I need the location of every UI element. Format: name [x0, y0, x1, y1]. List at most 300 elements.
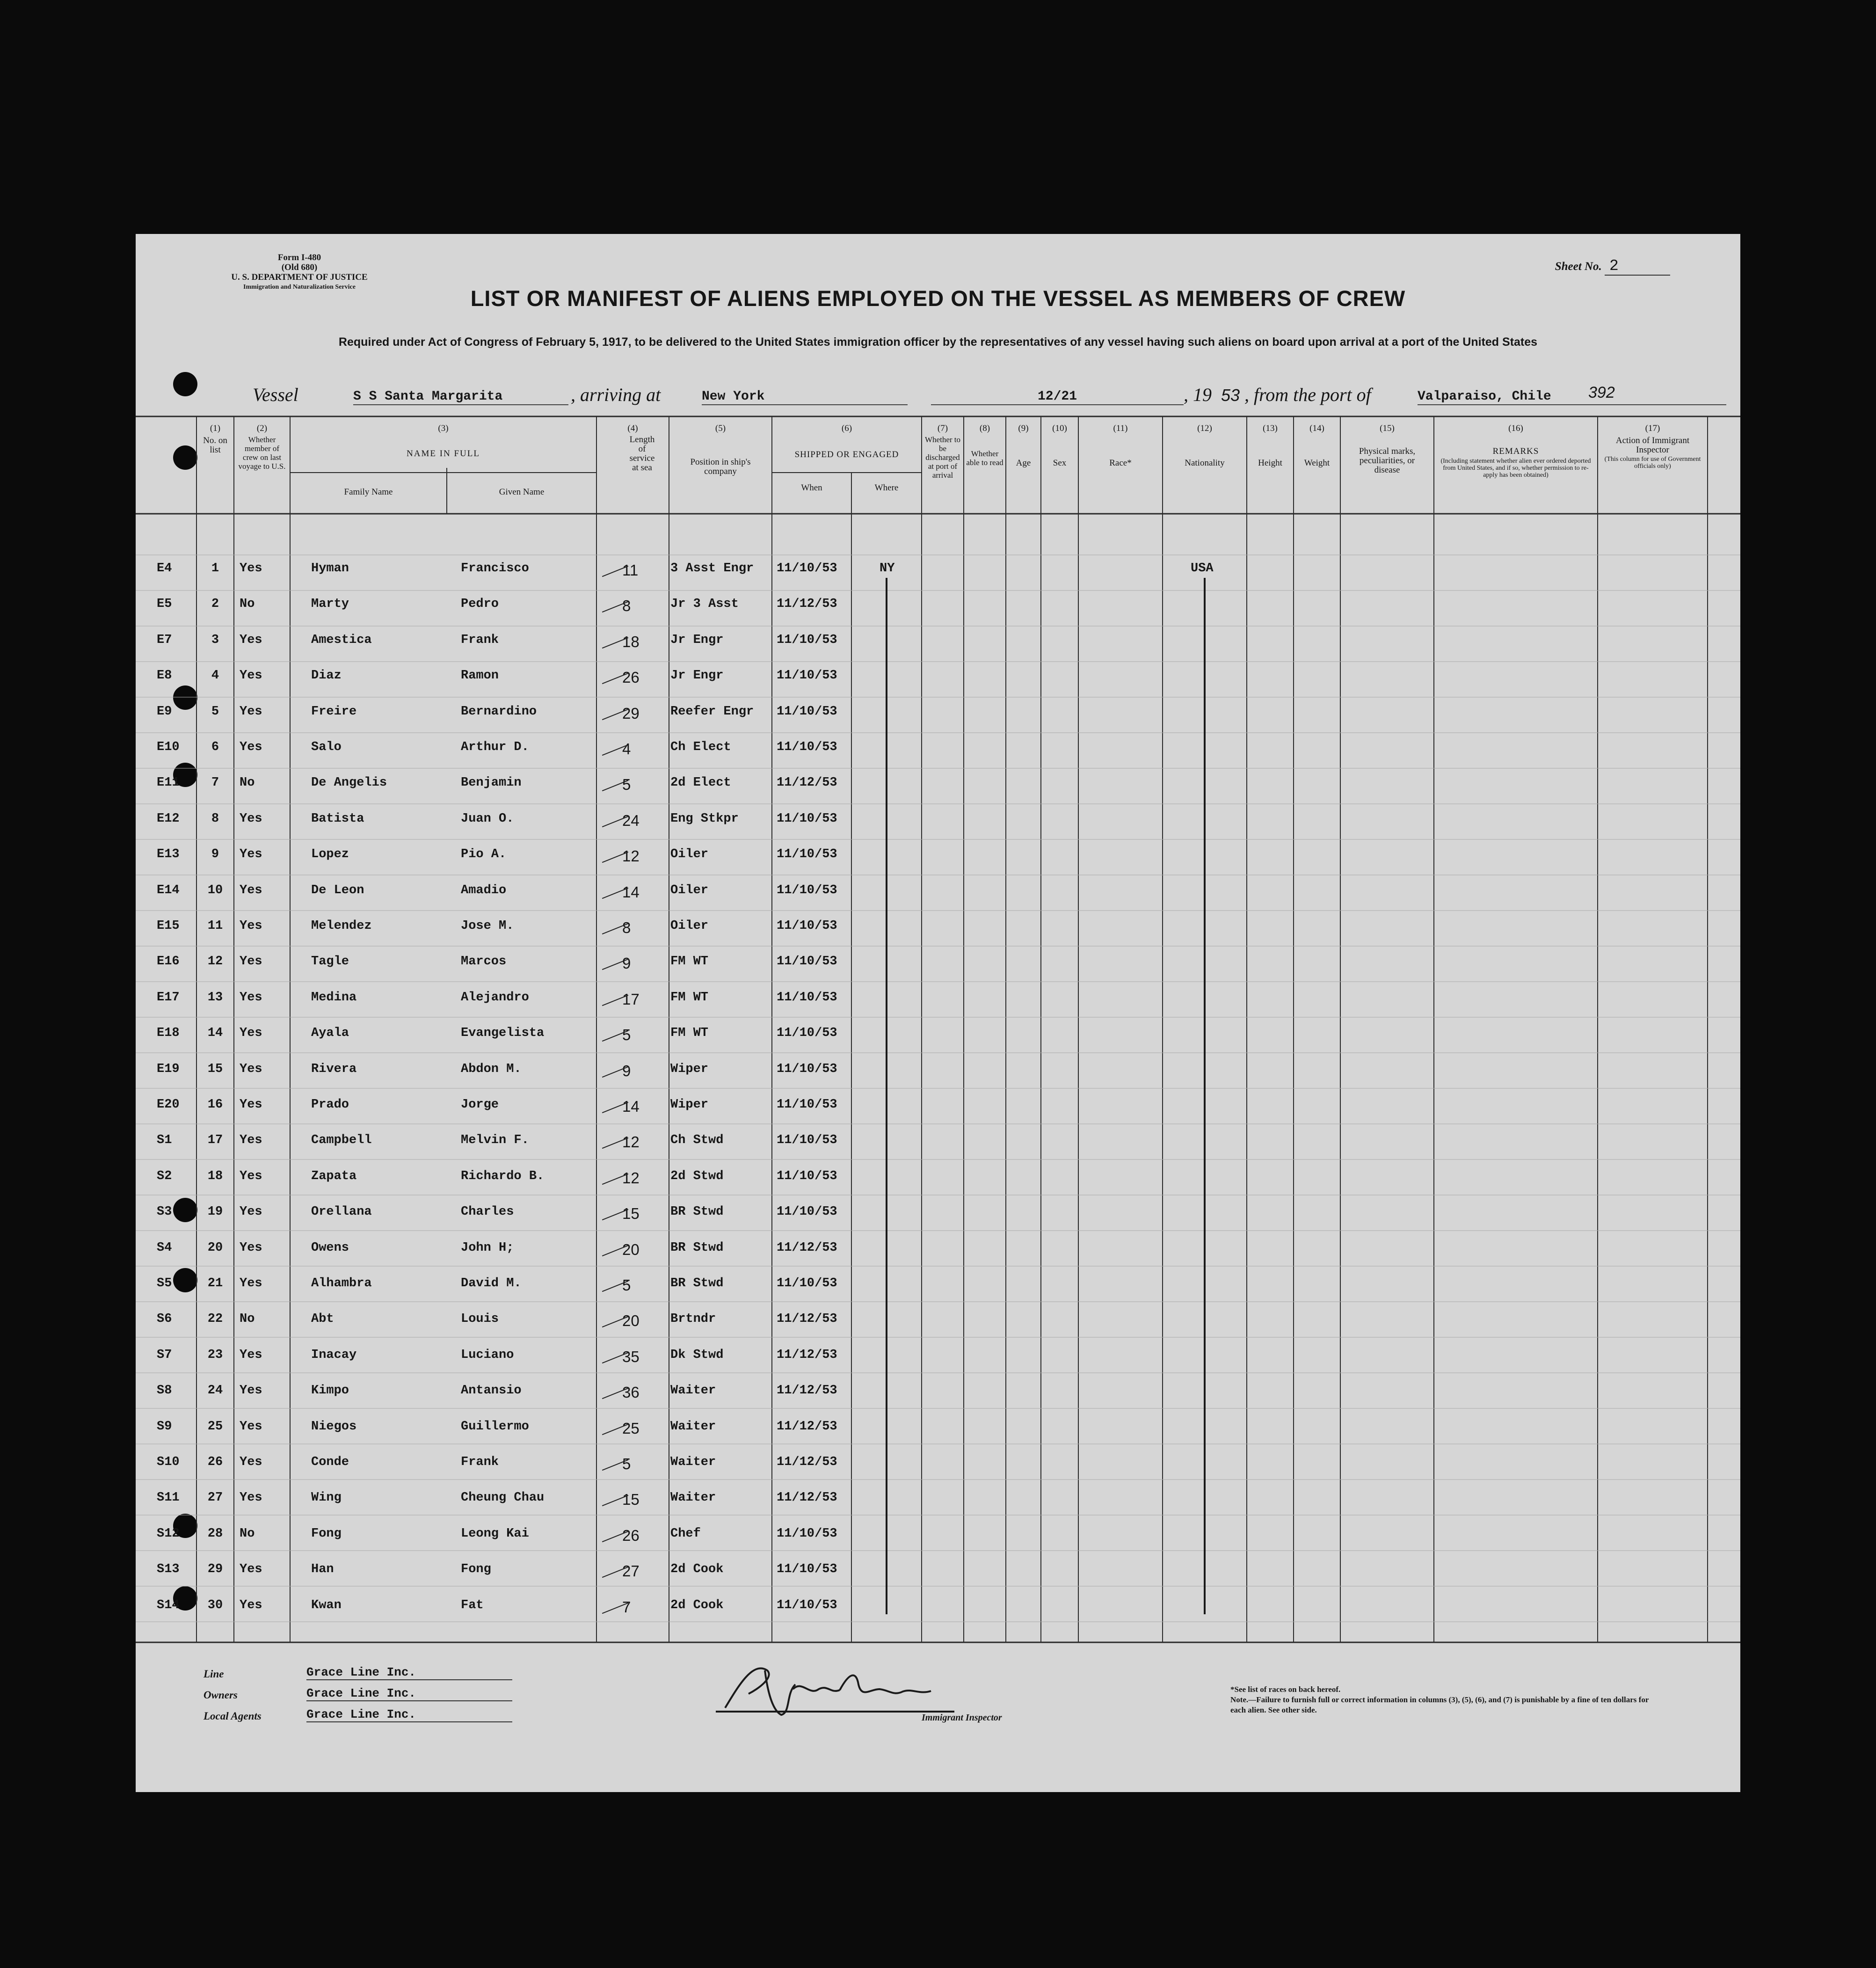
position: 2d Cook [670, 1562, 724, 1577]
list-number: 22 [207, 1312, 223, 1327]
service-length: 5 [622, 1026, 631, 1044]
footer-owners-label: Owners [204, 1689, 238, 1701]
shipped-when: 11/10/53 [777, 1133, 837, 1148]
service-length: 12 [622, 847, 640, 865]
crew-code: S3 [157, 1205, 172, 1219]
col-13-header: Height [1258, 458, 1282, 468]
col-15-number: (15) [1380, 423, 1395, 433]
col-6-when-header: When [801, 483, 822, 493]
list-number: 13 [207, 990, 223, 1005]
position: Oiler [670, 847, 709, 862]
family-name: Wing [311, 1491, 342, 1505]
inspector-signature [711, 1656, 954, 1722]
position: BR Stwd [670, 1240, 724, 1255]
given-name: Melvin F. [461, 1133, 529, 1148]
form-service: Immigration and Naturalization Service [243, 284, 356, 291]
col-17-number: (17) [1645, 423, 1660, 433]
family-name: Han [311, 1562, 334, 1577]
crew-code: S10 [157, 1455, 180, 1469]
list-number: 27 [207, 1491, 223, 1505]
crew-code: S13 [157, 1562, 180, 1577]
position: Jr Engr [670, 669, 724, 683]
position: Jr Engr [670, 633, 724, 647]
list-number: 14 [207, 1026, 223, 1041]
list-number: 9 [211, 847, 219, 862]
service-length: 20 [622, 1240, 640, 1258]
last-voyage: Yes [240, 1169, 262, 1183]
position: Waiter [670, 1491, 716, 1505]
col-14-header: Weight [1304, 458, 1330, 468]
col-5-header: Position in ship's company [690, 457, 751, 476]
shipped-when: 11/10/53 [777, 883, 837, 897]
family-name: Lopez [311, 847, 349, 862]
table-row [136, 812, 1740, 847]
given-name: Frank [461, 633, 499, 647]
col-2-number: (2) [256, 423, 268, 433]
service-length: 35 [622, 1348, 640, 1365]
shipped-when: 11/12/53 [777, 1455, 837, 1469]
given-name: Amadio [461, 883, 507, 897]
col-6-where-header: Where [874, 483, 899, 493]
last-voyage: Yes [240, 633, 262, 647]
list-number: 10 [207, 883, 223, 897]
shipped-when: 11/10/53 [777, 1098, 837, 1112]
table-row [136, 597, 1740, 633]
service-length: 15 [622, 1491, 640, 1509]
shipped-when: 11/12/53 [777, 597, 837, 612]
service-length: 26 [622, 669, 640, 686]
position: Brtndr [670, 1312, 716, 1327]
given-name: Pio A. [461, 847, 507, 862]
position: FM WT [670, 1026, 709, 1041]
table-row [136, 1420, 1740, 1455]
table-row [136, 1026, 1740, 1062]
last-voyage: No [240, 597, 255, 612]
given-name: Guillermo [461, 1419, 529, 1434]
col-3-given-header: Given Name [499, 487, 545, 497]
table-row [136, 1527, 1740, 1562]
given-name: Fat [461, 1598, 484, 1612]
shipped-when: 11/10/53 [777, 990, 837, 1005]
shipped-when: 11/12/53 [777, 1348, 837, 1362]
table-row [136, 776, 1740, 811]
col-3-number: (3) [438, 423, 449, 433]
crew-code: E7 [157, 633, 172, 647]
given-name: Alejandro [461, 990, 529, 1005]
table-row [136, 847, 1740, 883]
last-voyage: Yes [240, 811, 262, 826]
table-row [136, 1491, 1740, 1526]
shipped-when: 11/12/53 [777, 776, 837, 790]
position: Ch Stwd [670, 1133, 724, 1148]
table-row [136, 991, 1740, 1026]
col-15-header: Physical marks, peculiarities, or disease [1359, 446, 1416, 475]
service-length: 9 [622, 1062, 631, 1079]
service-length: 9 [622, 955, 631, 972]
last-voyage: Yes [240, 1348, 262, 1362]
given-name: Jorge [461, 1098, 499, 1112]
last-voyage: Yes [240, 740, 262, 754]
from-port: Valparaiso, Chile [1418, 389, 1726, 405]
col-6-header: SHIPPED OR ENGAGED [794, 450, 899, 459]
list-number: 29 [207, 1562, 223, 1577]
manifest-sheet [136, 234, 1740, 1792]
given-name: Bernardino [461, 704, 537, 719]
col-4-number: (4) [627, 423, 638, 433]
form-number: Form I-480 [277, 253, 321, 262]
table-row [136, 1133, 1740, 1169]
family-name: Prado [311, 1098, 349, 1112]
position: Wiper [670, 1062, 709, 1076]
footer-agents-value: Grace Line Inc. [306, 1707, 512, 1722]
given-name: Benjamin [461, 776, 522, 790]
col-7-header: Whether to be discharged at port of arrival [925, 435, 960, 480]
crew-code: E9 [157, 704, 172, 719]
last-voyage: No [240, 1526, 255, 1541]
crew-code: E20 [157, 1098, 180, 1112]
position: Jr 3 Asst [670, 597, 739, 612]
col-17-header: Action of Immigrant Inspector [1615, 436, 1690, 455]
col-1-number: (1) [210, 423, 221, 433]
last-voyage: Yes [240, 1205, 262, 1219]
col-16-note: (Including statement whether alien ever ordered deported from United States, and if so, whether permission to re-apply has been obtained) [1440, 458, 1591, 479]
footer-agents-label: Local Agents [204, 1710, 262, 1722]
given-name: Richardo B. [461, 1169, 545, 1183]
list-number: 2 [211, 597, 219, 612]
crew-code: E12 [157, 811, 180, 826]
list-number: 18 [207, 1169, 223, 1183]
position: Ch Elect [670, 740, 731, 754]
crew-code: S12 [157, 1526, 180, 1541]
crew-code: E19 [157, 1062, 180, 1076]
col-2-header: Whether member of crew on last voyage to U.S. [238, 435, 286, 471]
list-number: 12 [207, 955, 223, 969]
last-voyage: Yes [240, 1062, 262, 1076]
table-row [136, 669, 1740, 704]
col-9-number: (9) [1018, 423, 1029, 433]
given-name: Cheung Chau [461, 1491, 545, 1505]
given-name: Pedro [461, 597, 499, 612]
position: BR Stwd [670, 1276, 724, 1290]
shipped-when: 11/12/53 [777, 1491, 837, 1505]
family-name: Zapata [311, 1169, 357, 1183]
shipped-when: 11/12/53 [777, 1240, 837, 1255]
position: FM WT [670, 990, 709, 1005]
table-row [136, 1241, 1740, 1276]
col-14-number: (14) [1309, 423, 1324, 433]
service-length: 12 [622, 1133, 640, 1151]
list-number: 23 [207, 1348, 223, 1362]
list-number: 28 [207, 1526, 223, 1541]
table-row [136, 1384, 1740, 1419]
col-11-header: Race* [1109, 458, 1132, 468]
family-name: Campbell [311, 1133, 372, 1148]
family-name: Kimpo [311, 1384, 349, 1398]
col-5-number: (5) [715, 423, 726, 433]
last-voyage: Yes [240, 1598, 262, 1612]
list-number: 25 [207, 1419, 223, 1434]
table-row [136, 1348, 1740, 1384]
family-name: Owens [311, 1240, 349, 1255]
col-17-note: (This column for use of Government officials only) [1604, 456, 1701, 470]
shipped-when: 11/10/53 [777, 669, 837, 683]
last-voyage: Yes [240, 955, 262, 969]
crew-code: S11 [157, 1491, 180, 1505]
service-length: 27 [622, 1562, 640, 1580]
shipped-where: NY [880, 561, 895, 576]
crew-code: E16 [157, 955, 180, 969]
last-voyage: Yes [240, 919, 262, 933]
shipped-when: 11/10/53 [777, 633, 837, 647]
list-number: 17 [207, 1133, 223, 1148]
list-number: 6 [211, 740, 219, 754]
shipped-when: 11/10/53 [777, 919, 837, 933]
document-title: LIST OR MANIFEST OF ALIENS EMPLOYED ON THE VESSEL AS MEMBERS OF CREW [470, 286, 1406, 311]
position: Wiper [670, 1098, 709, 1112]
col-10-number: (10) [1052, 423, 1067, 433]
list-number: 19 [207, 1205, 223, 1219]
given-name: David M. [461, 1276, 522, 1290]
list-number: 11 [207, 919, 223, 933]
given-name: Jose M. [461, 919, 514, 933]
crew-code: E15 [157, 919, 180, 933]
crew-code: E14 [157, 883, 180, 897]
footer-owners-value: Grace Line Inc. [306, 1686, 512, 1701]
arrival-port: New York [702, 389, 908, 405]
last-voyage: No [240, 1312, 255, 1327]
document-subtitle: Required under Act of Congress of February 5, 1917, to be delivered to the United States immigration officer by the representatives of any vessel having such aliens on board upon arrival at a port of the United States [338, 335, 1538, 349]
crew-code: S2 [157, 1169, 172, 1183]
footer-agents [204, 1707, 416, 1722]
shipped-when: 11/10/53 [777, 1598, 837, 1612]
list-number: 24 [207, 1384, 223, 1398]
service-length: 20 [622, 1312, 640, 1330]
table-row [136, 1312, 1740, 1348]
col-4-header: Length of service at sea [629, 435, 655, 473]
list-number: 7 [211, 776, 219, 790]
list-number: 20 [207, 1240, 223, 1255]
given-name: Evangelista [461, 1026, 545, 1041]
sheet-number-value: 2 [1605, 257, 1670, 276]
last-voyage: Yes [240, 561, 262, 576]
col-13-number: (13) [1263, 423, 1278, 433]
col-3-family-header: Family Name [344, 487, 393, 497]
service-length: 5 [622, 776, 631, 794]
list-number: 15 [207, 1062, 223, 1076]
vessel-label: Vessel [253, 384, 298, 405]
service-length: 8 [622, 597, 631, 615]
family-name: Alhambra [311, 1276, 372, 1290]
given-name: Francisco [461, 561, 529, 576]
crew-code: S7 [157, 1348, 172, 1362]
shipped-when: 11/12/53 [777, 1312, 837, 1327]
shipped-when: 11/10/53 [777, 1026, 837, 1041]
given-name: Charles [461, 1205, 514, 1219]
family-name: Marty [311, 597, 349, 612]
col-1-header: No. on list [203, 436, 227, 455]
service-length: 8 [622, 919, 631, 936]
family-name: Tagle [311, 955, 349, 969]
last-voyage: Yes [240, 1455, 262, 1469]
service-length: 14 [622, 883, 640, 901]
crew-code: E18 [157, 1026, 180, 1041]
col-9-header: Age [1016, 458, 1031, 468]
list-number: 5 [211, 704, 219, 719]
position: FM WT [670, 955, 709, 969]
service-length: 7 [622, 1598, 631, 1616]
col-16-number: (16) [1508, 423, 1523, 433]
service-length: 5 [622, 1455, 631, 1472]
list-number: 8 [211, 811, 219, 826]
list-number: 16 [207, 1098, 223, 1112]
footer-owners [204, 1686, 416, 1701]
service-length: 11 [622, 561, 639, 579]
col-12-number: (12) [1197, 423, 1212, 433]
position: Eng Stkpr [670, 811, 739, 826]
family-name: Niegos [311, 1419, 357, 1434]
table-row [136, 919, 1740, 955]
arrival-year: 53 [1221, 386, 1240, 405]
service-length: 4 [622, 740, 631, 758]
year-prefix: , 19 [1184, 384, 1212, 405]
form-old-number: (Old 680) [281, 262, 318, 272]
shipped-when: 11/10/53 [777, 1276, 837, 1290]
crew-code: S5 [157, 1276, 172, 1290]
shipped-when: 11/12/53 [777, 1384, 837, 1398]
col-16-header: REMARKS [1492, 446, 1539, 456]
family-name: De Leon [311, 883, 364, 897]
col-6-number: (6) [841, 423, 852, 433]
table-row [136, 883, 1740, 919]
last-voyage: Yes [240, 1098, 262, 1112]
service-length: 12 [622, 1169, 640, 1187]
service-length: 5 [622, 1276, 631, 1294]
crew-code: S8 [157, 1384, 172, 1398]
service-length: 29 [622, 704, 640, 722]
last-voyage: Yes [240, 1133, 262, 1148]
footer-notes [1230, 1684, 1651, 1715]
given-name: Arthur D. [461, 740, 529, 754]
family-name: Amestica [311, 633, 372, 647]
last-voyage: No [240, 776, 255, 790]
position: Reefer Engr [670, 704, 754, 719]
crew-code: E11 [157, 776, 180, 790]
col-7-number: (7) [937, 423, 948, 433]
position: 2d Elect [670, 776, 731, 790]
footer-line-value: Grace Line Inc. [306, 1665, 512, 1680]
position: 3 Asst Engr [670, 561, 754, 576]
service-length: 36 [622, 1384, 640, 1401]
service-length: 15 [622, 1205, 640, 1223]
family-name: Fong [311, 1526, 342, 1541]
last-voyage: Yes [240, 1419, 262, 1434]
family-name: Ayala [311, 1026, 349, 1041]
family-name: Melendez [311, 919, 372, 933]
family-name: Kwan [311, 1598, 342, 1612]
crew-code: S4 [157, 1240, 172, 1255]
crew-code: E5 [157, 597, 172, 612]
family-name: Conde [311, 1455, 349, 1469]
given-name: Ramon [461, 669, 499, 683]
table-row [136, 633, 1740, 669]
list-number: 26 [207, 1455, 223, 1469]
crew-code: E10 [157, 740, 180, 754]
shipped-when: 11/10/53 [777, 955, 837, 969]
race-note: *See list of races on back hereof. [1230, 1685, 1341, 1694]
list-number: 3 [211, 633, 219, 647]
family-name: Orellana [311, 1205, 372, 1219]
crew-code: E13 [157, 847, 180, 862]
shipped-when: 11/10/53 [777, 1062, 837, 1076]
shipped-when: 11/10/53 [777, 561, 837, 576]
family-name: Salo [311, 740, 342, 754]
table-row [136, 1455, 1740, 1491]
page-stamp: 392 [1588, 384, 1615, 401]
nationality: USA [1191, 561, 1214, 576]
shipped-when: 11/10/53 [777, 1526, 837, 1541]
crew-code: E8 [157, 669, 172, 683]
list-number: 21 [207, 1276, 223, 1290]
position: Oiler [670, 919, 709, 933]
last-voyage: Yes [240, 883, 262, 897]
footer-line [204, 1665, 416, 1680]
table-row [136, 705, 1740, 740]
table-row [136, 1562, 1740, 1598]
table-row [136, 1062, 1740, 1098]
shipped-when: 11/10/53 [777, 811, 837, 826]
position: BR Stwd [670, 1205, 724, 1219]
crew-code: S6 [157, 1312, 172, 1327]
last-voyage: Yes [240, 1384, 262, 1398]
last-voyage: Yes [240, 1276, 262, 1290]
position: 2d Stwd [670, 1169, 724, 1183]
last-voyage: Yes [240, 990, 262, 1005]
position: Waiter [670, 1419, 716, 1434]
family-name: Freire [311, 704, 357, 719]
shipped-when: 11/12/53 [777, 1419, 837, 1434]
last-voyage: Yes [240, 669, 262, 683]
crew-code: E4 [157, 561, 172, 576]
given-name: Marcos [461, 955, 507, 969]
penalty-note: Note.—Failure to furnish full or correct information in columns (3), (5), (6), and (7) is punishable by a fine of ten dollars for each alien. See other side. [1230, 1695, 1649, 1714]
table-row [136, 1098, 1740, 1133]
service-length: 26 [622, 1526, 640, 1544]
col-12-header: Nationality [1185, 458, 1225, 468]
given-name: Louis [461, 1312, 499, 1327]
shipped-when: 11/10/53 [777, 740, 837, 754]
arriving-label: , arriving at [571, 384, 661, 405]
crew-code: E17 [157, 990, 180, 1005]
shipped-when: 11/10/53 [777, 1169, 837, 1183]
last-voyage: Yes [240, 1026, 262, 1041]
crew-code: S1 [157, 1133, 172, 1148]
family-name: Hyman [311, 561, 349, 576]
shipped-when: 11/10/53 [777, 704, 837, 719]
position: Waiter [670, 1384, 716, 1398]
service-length: 18 [622, 633, 640, 650]
col-10-header: Sex [1053, 458, 1067, 468]
position: 2d Cook [670, 1598, 724, 1612]
last-voyage: Yes [240, 847, 262, 862]
footer-line-label: Line [204, 1668, 224, 1680]
col-8-number: (8) [979, 423, 990, 433]
table-row [136, 1205, 1740, 1240]
position: Oiler [670, 883, 709, 897]
given-name: Antansio [461, 1384, 522, 1398]
crew-code: S9 [157, 1419, 172, 1434]
sheet-number-label: Sheet No. [1555, 260, 1602, 273]
list-number: 30 [207, 1598, 223, 1612]
